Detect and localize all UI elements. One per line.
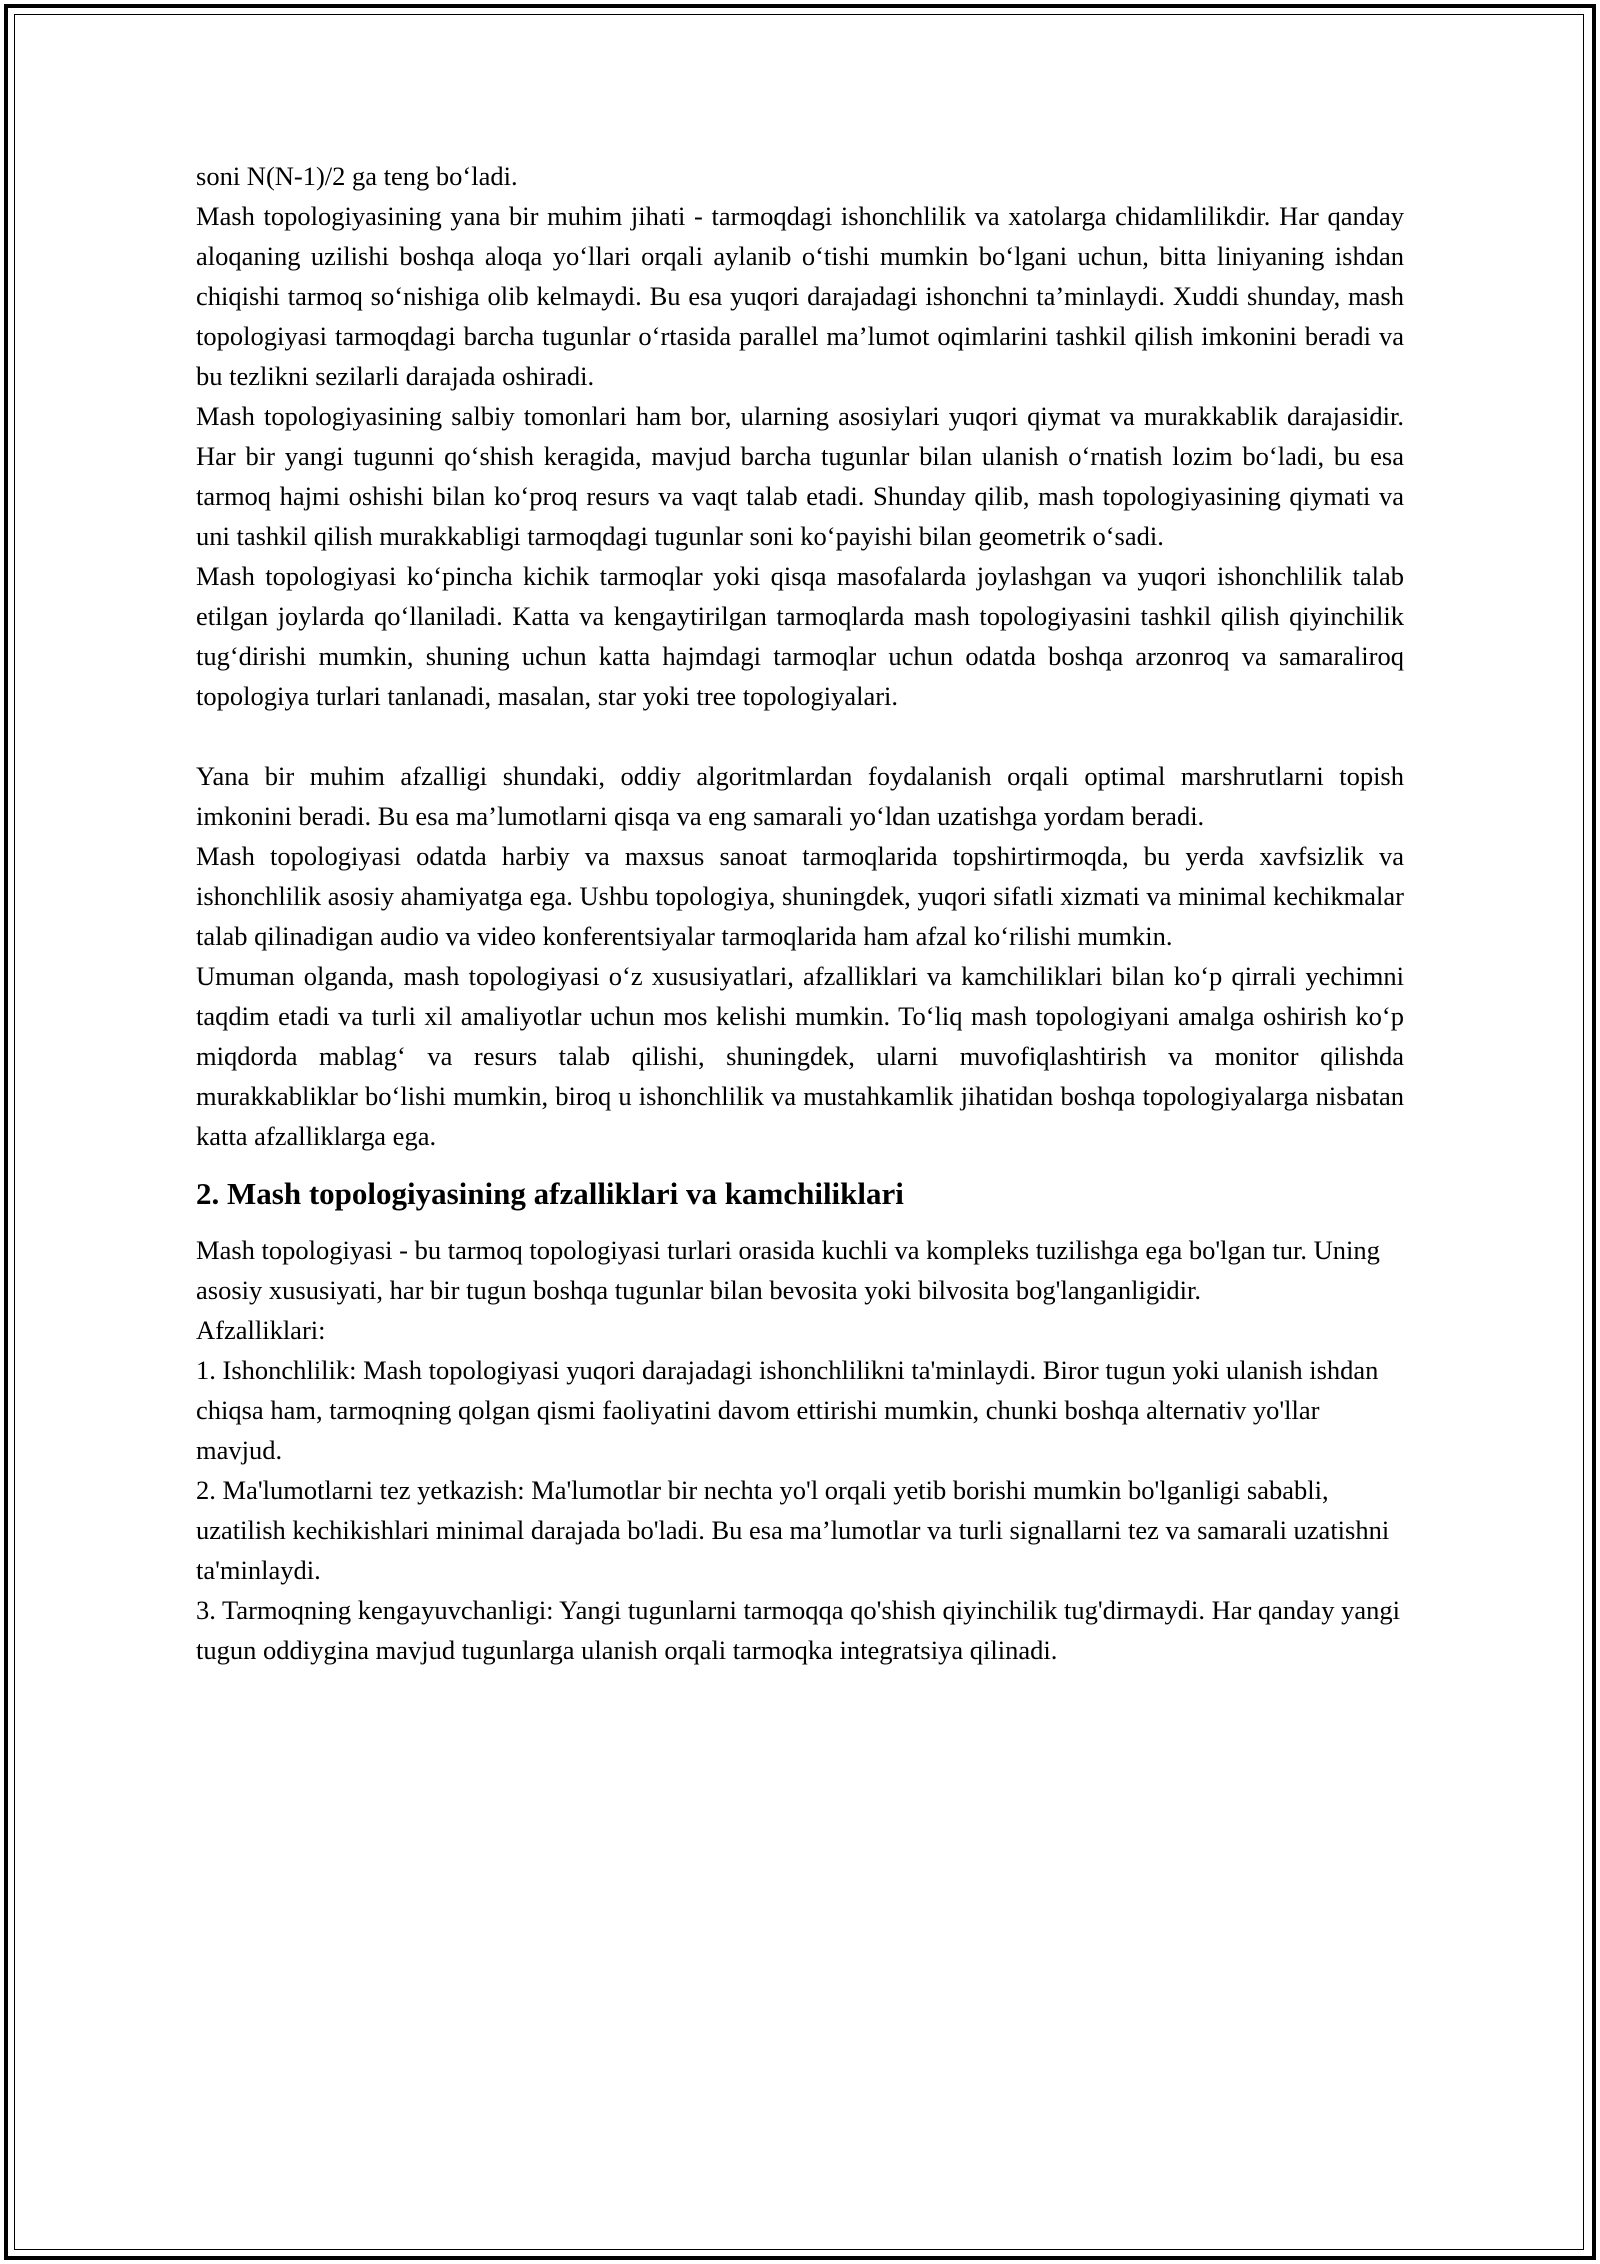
list-item: 1. Ishonchlilik: Mash topologiyasi yuqori darajadagi ishonchlilikni ta'minlaydi. Biror tugun yoki ulanish ishdan chiqsa ham, tarmoqning qolgan qismi faoliyatini davom ettirishi mumkin, chunki boshqa alternativ yo'llar mavjud. xyxy=(196,1355,1379,1465)
blank-line xyxy=(196,716,1404,756)
paragraph: Mash topologiyasi - bu tarmoq topologiyasi turlari orasida kuchli va kompleks tuzilishga ega bo'lgan tur. Uning asosiy xususiyati, har bir tugun boshqa tugunlar bilan bevosita yoki bilvosita bog'langanligidir. xyxy=(196,1235,1380,1305)
paragraph: Yana bir muhim afzalligi shundaki, oddiy algoritmlardan foydalanish orqali optimal marshrutlarni topish imkonini beradi. Bu esa ma’lumotlarni qisqa va eng samarali yo‘ldan uzatishga yordam beradi. xyxy=(196,761,1404,831)
document-body xyxy=(196,156,1404,1670)
section-heading: 2. Mash topologiyasining afzalliklari va kamchiliklari xyxy=(196,1176,904,1211)
paragraph: soni N(N-1)/2 ga teng bo‘ladi. xyxy=(196,161,518,191)
paragraph: Mash topologiyasining salbiy tomonlari ham bor, ularning asosiylari yuqori qiymat va murakkablik darajasidir. Har bir yangi tugunni qo‘shish keragida, mavjud barcha tugunlar bilan ulanish o‘rnatish lozim bo‘ladi, bu esa tarmoq hajmi oshishi bilan ko‘proq resurs va vaqt talab etadi. Shunday qilib, mash topologiyasining qiymati va uni tashkil qilish murakkabligi tarmoqdagi tugunlar soni ko‘payishi bilan geometrik o‘sadi. xyxy=(196,401,1404,551)
list-item: 2. Ma'lumotlarni tez yetkazish: Ma'lumotlar bir nechta yo'l orqali yetib borishi mumkin bo'lganligi sababli, uzatilish kechikishlari minimal darajada bo'ladi. Bu esa ma’lumotlar va turli signallarni tez va samarali uzatishni ta'minlaydi. xyxy=(196,1475,1390,1585)
paragraph: Mash topologiyasi ko‘pincha kichik tarmoqlar yoki qisqa masofalarda joylashgan va yuqori ishonchlilik talab etilgan joylarda qo‘llaniladi. Katta va kengaytirilgan tarmoqlarda mash topologiyasini tashkil qilish qiyinchilik tug‘dirishi mumkin, shuning uchun katta hajmdagi tarmoqlar uchun odatda boshqa arzonroq va samaraliroq topologiya turlari tanlanadi, masalan, star yoki tree topologiyalari. xyxy=(196,561,1404,711)
paragraph: Mash topologiyasi odatda harbiy va maxsus sanoat tarmoqlarida topshirtirmoqda, bu yerda xavfsizlik va ishonchlilik asosiy ahamiyatga ega. Ushbu topologiya, shuningdek, yuqori sifatli xizmati va minimal kechikmalar talab qilinadigan audio va video konferentsiyalar tarmoqlarida ham afzal ko‘rilishi mumkin. xyxy=(196,841,1404,951)
list-item: 3. Tarmoqning kengayuvchanligi: Yangi tugunlarni tarmoqqa qo'shish qiyinchilik tug'dirmaydi. Har qanday yangi tugun oddiygina mavjud tugunlarga ulanish orqali tarmoqka integratsiya qilinadi. xyxy=(196,1595,1400,1665)
paragraph: Umuman olganda, mash topologiyasi o‘z xususiyatlari, afzalliklari va kamchiliklari bilan ko‘p qirrali yechimni taqdim etadi va turli xil amaliyotlar uchun mos kelishi mumkin. To‘liq mash topologiyani amalga oshirish ko‘p miqdorda mablag‘ va resurs talab qilishi, shuningdek, ularni muvofiqlashtirish va monitor qilishda murakkabliklar bo‘lishi mumkin, biroq u ishonchlilik va mustahkamlik jihatidan boshqa topologiyalarga nisbatan katta afzalliklarga ega. xyxy=(196,961,1404,1151)
advantages-label: Afzalliklari: xyxy=(196,1315,326,1345)
paragraph: Mash topologiyasining yana bir muhim jihati - tarmoqdagi ishonchlilik va xatolarga chidamlilikdir. Har qanday aloqaning uzilishi boshqa aloqa yo‘llari orqali aylanib o‘tishi mumkin bo‘lgani uchun, bitta liniyaning ishdan chiqishi tarmoq so‘nishiga olib kelmaydi. Bu esa yuqori darajadagi ishonchni ta’minlaydi. Xuddi shunday, mash topologiyasi tarmoqdagi barcha tugunlar o‘rtasida parallel ma’lumot oqimlarini tashkil qilish imkonini beradi va bu tezlikni sezilarli darajada oshiradi. xyxy=(196,201,1404,391)
